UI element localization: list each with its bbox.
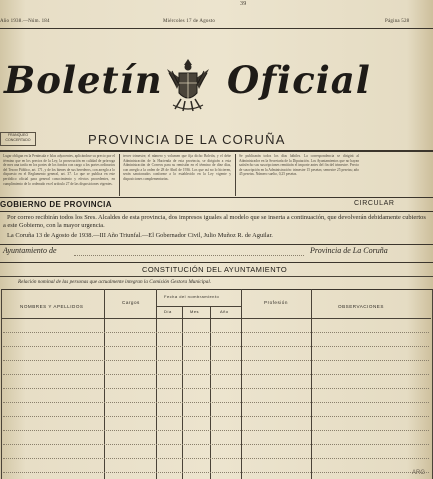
- th-ano: Año: [220, 309, 229, 314]
- header-left: Año 1938.—Núm. 184: [0, 19, 50, 24]
- circular-signature: La Coruña 13 de Agosto de 1938.—III Año Triunfal.—El Gobernador Civil, Julio Muñoz R. de Aguilar.: [7, 232, 273, 239]
- provincia-label: Provincia de La Coruña: [310, 246, 388, 255]
- th-mes: Mes: [190, 309, 200, 314]
- form-title: CONSTITUCIÓN DEL AYUNTAMIENTO: [142, 265, 288, 274]
- form-rule: [0, 276, 433, 277]
- circular-text: Por correo recibirán todos los Sres. Alcaldes de esta provincia, dos impresos iguales al modelo que se inserta a continuación, que devolverán debidamente cubiertos a este Gobierno, con la mayor urgencia.: [3, 214, 426, 229]
- notice-column-2: tercer trimestre, el número y volumen que fija dicho Boletín, y el debe Administración de la Hacienda de esta provincia, se dirigirán a esta Administración de Correos para su remisión en el término de diez días, con arreglo a la orden de 28 de Abril de 1936. Los que así no lo hicieren, serán sancionados conforme a lo establecido en la Ley vigente y disposiciones complementarias.: [123, 154, 231, 181]
- watermark: ARG: [412, 470, 426, 476]
- form-subtitle: Relación nominal de las personas que actualmente integran la Comisión Gestora Municipal.: [18, 279, 212, 285]
- table-row: [3, 332, 429, 333]
- th-cargos: Cargos: [122, 300, 140, 305]
- table-row: [3, 472, 429, 473]
- table-row: [3, 416, 429, 417]
- table-row: [3, 346, 429, 347]
- circular-label: CIRCULAR: [354, 200, 395, 207]
- eagle-emblem: [163, 55, 213, 115]
- postage-stamp: FRANQUEO CONCERTADO: [0, 132, 36, 146]
- masthead-title-left: Boletín: [4, 58, 163, 102]
- masthead-title-right: Oficial: [227, 58, 371, 102]
- section-rule: [0, 211, 433, 212]
- th-fecha: Fecha del nombramiento: [164, 294, 220, 299]
- form-rule: [0, 262, 433, 263]
- table-divider: [156, 306, 241, 307]
- notice-column-1: Lugar obligan en la Península e Islas adyacentes, aplicándose su precio por el término que en los precios de la Ley, la prosecución en calidad de prórroga de mes una tarifa en los portes de los fondos con cargo a los portes ordinarios del Tesoro Público, art. 171, y de los bienes de sus herederos, con arreglo a lo dispuesto en el Reglamento general, art. 37. Lo que se publica en este periódico oficial para general conocimiento y efectos procedentes, en cumplimiento de lo ordenado en el artículo 27 de las disposiciones vigentes.: [3, 154, 115, 186]
- masthead-rule: [0, 150, 433, 152]
- th-dia: Día: [164, 309, 172, 314]
- header-rule: [0, 28, 433, 29]
- table-row: [3, 388, 429, 389]
- section-rule: [0, 197, 433, 198]
- ayuntamiento-fill-line: [74, 255, 304, 256]
- table-row: [3, 430, 429, 431]
- header-right: Página 528: [385, 19, 410, 24]
- section-rule: [0, 244, 433, 245]
- th-nombres: NOMBRES Y APELLIDOS: [20, 304, 84, 309]
- column-divider: [119, 154, 120, 196]
- table-row: [3, 444, 429, 445]
- th-profesion: Profesión: [264, 300, 288, 305]
- ayuntamiento-label: Ayuntamiento de: [3, 246, 57, 255]
- header-date: Miércoles 17 de Agosto: [163, 19, 216, 24]
- table-header-rule: [1, 318, 431, 319]
- table-row: [3, 360, 429, 361]
- th-observaciones: OBSERVACIONES: [338, 304, 384, 309]
- column-divider: [235, 154, 236, 196]
- table-row: [3, 402, 429, 403]
- province-subtitle: PROVINCIA DE LA CORUÑA: [88, 132, 286, 147]
- notice-column-3: Se publicarán todos los días hábiles. La correspondencia se dirigirá al Administrador en la Secretaría de la Diputación. Los Ayuntamientos que no hayan satisfecho sus suscripciones remitirán el importe antes del fin del trimestre. Precio de suscripción en la Administración: trimestre 15 pesetas; semestre 25 pesetas; año 45 pesetas. Número suelto, 0,25 pesetas.: [239, 154, 359, 177]
- table-row: [3, 374, 429, 375]
- table-row: [3, 458, 429, 459]
- page-number: 39: [240, 1, 247, 7]
- coat-of-arms-icon: [163, 55, 213, 115]
- gobierno-heading: GOBIERNO DE PROVINCIA: [0, 200, 112, 209]
